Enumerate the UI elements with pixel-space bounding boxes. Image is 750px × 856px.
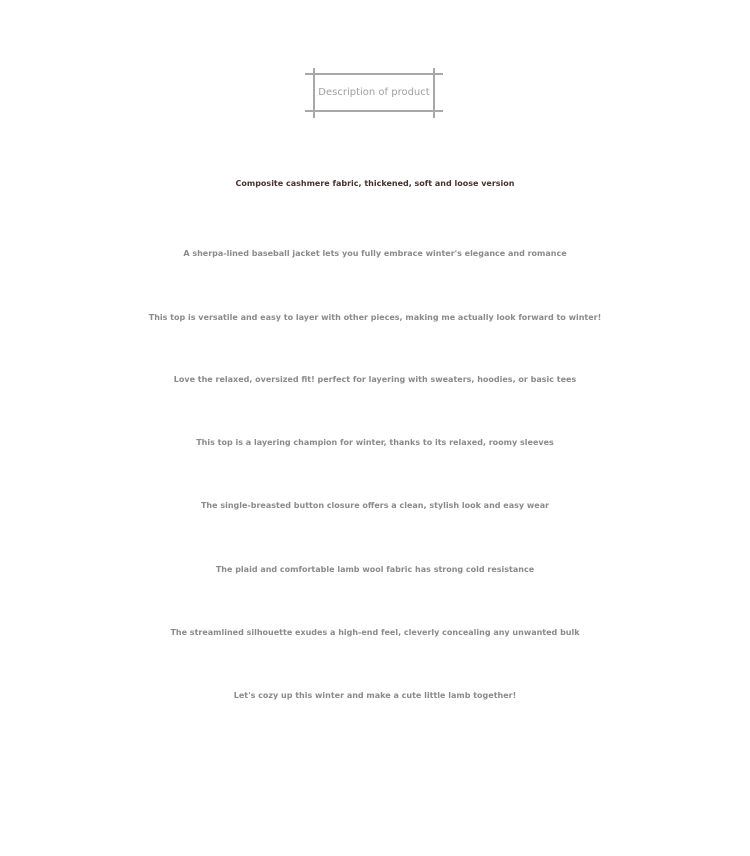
frame-corner-tick — [305, 110, 313, 112]
feature-line: This top is a layering champion for winter, thanks to its relaxed, roomy sleeves — [196, 438, 554, 447]
frame-corner-tick — [305, 73, 313, 75]
feature-line: The streamlined silhouette exudes a high-end feel, cleverly concealing any unwanted bulk — [170, 628, 580, 637]
section-label: Description of product — [318, 87, 430, 98]
feature-line: The single-breasted button closure offers a clean, stylish look and easy wear — [200, 501, 550, 510]
product-heading: Composite cashmere fabric, thickened, soft and loose version — [235, 179, 515, 188]
feature-line: This top is versatile and easy to layer with other pieces, making me actually look forward to winter! — [148, 313, 602, 322]
frame-corner-tick — [435, 110, 443, 112]
frame-corner-tick — [435, 73, 443, 75]
feature-line: A sherpa-lined baseball jacket lets you fully embrace winter's elegance and romance — [183, 249, 567, 258]
feature-line: Love the relaxed, oversized fit! perfect for layering with sweaters, hoodies, or basic tees — [173, 375, 577, 384]
section-label-box — [305, 68, 445, 118]
feature-line: The plaid and comfortable lamb wool fabric has strong cold resistance — [215, 565, 535, 574]
feature-line: Let's cozy up this winter and make a cute little lamb together! — [233, 691, 517, 700]
